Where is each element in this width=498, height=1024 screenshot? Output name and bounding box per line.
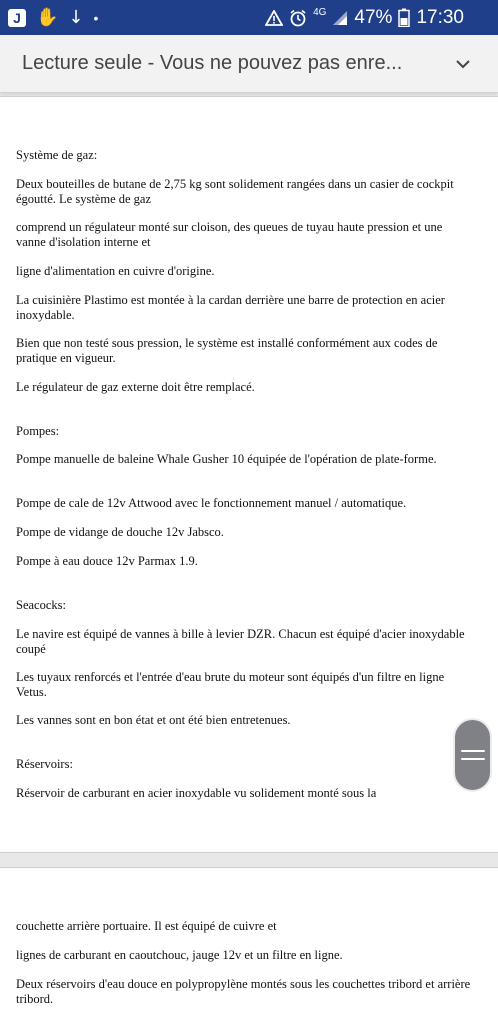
battery-percent: 47% [354, 6, 393, 28]
network-type: 4G [313, 7, 327, 18]
paragraph: Le navire est équipé de vannes à bille à levier DZR. Chacun est équipé d'acier inoxydable coupé [16, 627, 465, 656]
paragraph: couchette arrière portuaire. Il est équipé de cuivre et [16, 919, 277, 933]
paragraph: Deux réservoirs d'eau douce en polypropylène montés sous les couchettes tribord et arrière tribord. [16, 977, 471, 1006]
clock: 17:30 [416, 6, 464, 28]
chevron-down-icon[interactable] [454, 55, 472, 73]
heading-seacocks: Seacocks: [16, 598, 66, 612]
status-bar [0, 0, 498, 35]
document-page-2 [0, 867, 498, 1024]
paragraph: Les vannes sont en bon état et ont été bien entretenues. [16, 713, 291, 727]
battery-icon [398, 8, 410, 27]
document-page-1 [0, 96, 498, 853]
paragraph: Réservoir de carburant en acier inoxydable vu solidement monté sous la [16, 786, 377, 800]
alarm-icon [289, 9, 307, 27]
paragraph: lignes de carburant en caoutchouc, jauge 12v et un filtre en ligne. [16, 948, 343, 962]
heading-gas-system: Système de gaz: [16, 148, 98, 162]
paragraph: Pompe de cale de 12v Attwood avec le fonctionnement manuel / automatique. [16, 496, 407, 510]
paragraph: Pompe manuelle de baleine Whale Gusher 10 équipée de l'opération de plate-forme. [16, 452, 437, 466]
paragraph: Bien que non testé sous pression, le système est installé conformément aux codes de pratique en vigueur. [16, 336, 438, 365]
paragraph: Pompe à eau douce 12v Parmax 1.9. [16, 554, 198, 568]
app-j-icon: J [8, 9, 26, 27]
scroll-handle[interactable] [453, 718, 492, 792]
read-only-banner-title[interactable]: Lecture seule - Vous ne pouvez pas enre... [22, 52, 403, 74]
shield-hand-icon: ✋ [36, 7, 59, 28]
paragraph: Les tuyaux renforcés et l'entrée d'eau brute du moteur sont équipés d'un filtre en ligne Vetus. [16, 670, 445, 699]
paragraph: Le régulateur de gaz externe doit être remplacé. [16, 380, 255, 394]
paragraph: Deux bouteilles de butane de 2,75 kg sont solidement rangées dans un casier de cockpit égoutté. Le système de gaz [16, 177, 454, 206]
heading-tanks: Réservoirs: [16, 757, 73, 771]
download-icon: ↓ [68, 7, 84, 28]
warning-icon [265, 10, 283, 26]
paragraph: comprend un régulateur monté sur cloison, des queues de tuyau haute pression et une vanne d'isolation interne et [16, 220, 443, 249]
signal-icon [332, 10, 348, 26]
dot-icon: • [93, 9, 99, 26]
app-bar [0, 35, 498, 93]
grip-line [461, 758, 485, 760]
heading-pumps: Pompes: [16, 424, 60, 438]
paragraph: ligne d'alimentation en cuivre d'origine. [16, 264, 215, 278]
paragraph: La cuisinière Plastimo est montée à la cardan derrière une barre de protection en acier inoxydable. [16, 293, 445, 322]
paragraph: Pompe de vidange de douche 12v Jabsco. [16, 525, 224, 539]
grip-line [461, 750, 485, 752]
